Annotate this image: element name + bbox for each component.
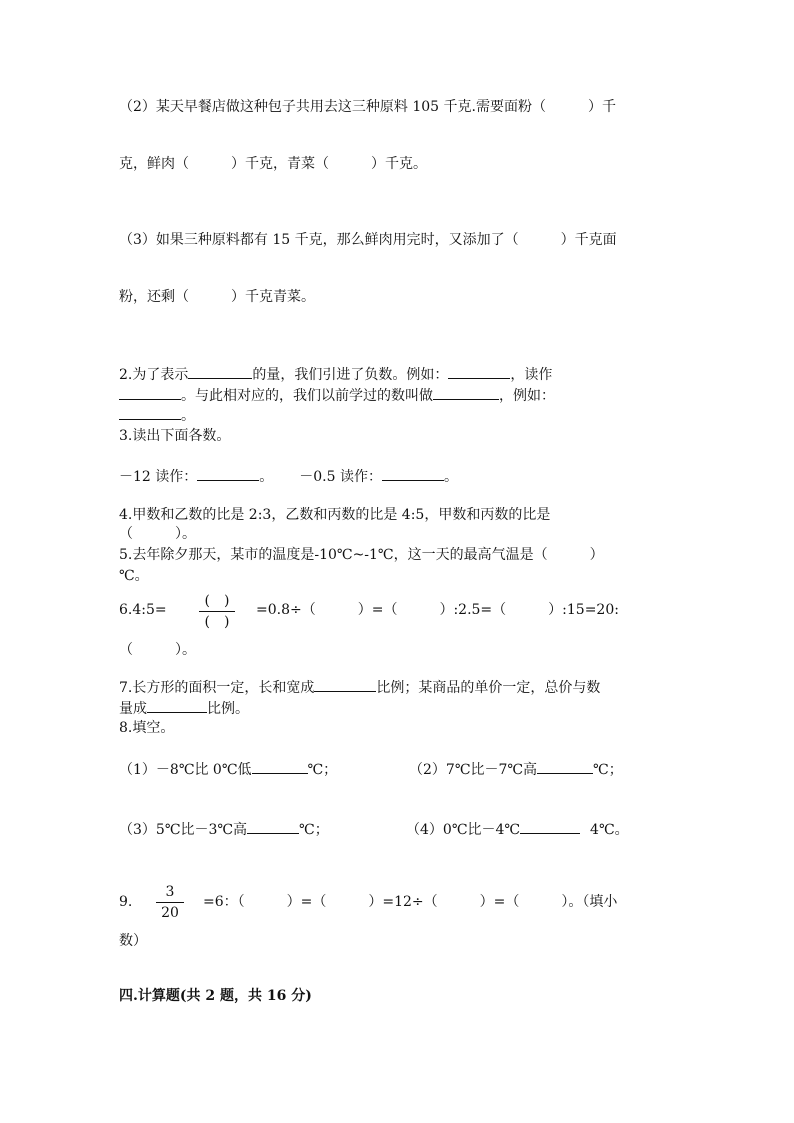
q8-item1-text: （1）－8℃比 0℃低	[119, 762, 252, 778]
q9-fraction	[156, 883, 184, 922]
q7-blank-2[interactable]	[147, 698, 207, 713]
q4-line1: 4.甲数和乙数的比是 2:3，乙数和丙数的比是 4:5，甲数和丙数的比是	[119, 507, 551, 523]
q6-frac-den: ( )	[204, 614, 230, 630]
q8-blank-1[interactable]	[252, 759, 308, 774]
q2-blank-4[interactable]	[433, 385, 499, 400]
q2-text-a: 2.为了表示	[119, 367, 189, 383]
q9-rest: =6：（ ）=（ ）=12÷（ ）=（ ）。（填小	[203, 894, 618, 910]
q3-blank-a[interactable]	[197, 466, 259, 481]
q7-blank-1[interactable]	[314, 677, 376, 692]
q5-line1: 5.去年除夕那天，某市的温度是-10℃~-1℃，这一天的最高气温是（ ）	[119, 547, 604, 563]
q9-line2: 数）	[119, 933, 147, 949]
q8-blank-4[interactable]	[520, 819, 580, 834]
q6-prefix: 6.4:5=	[119, 602, 167, 618]
q2-blank-5[interactable]	[119, 405, 181, 420]
q8-blank-3[interactable]	[247, 819, 299, 834]
q6-line2: （ ）。	[119, 642, 196, 658]
q2-text-f: 。	[181, 408, 195, 424]
q8-title: 8.填空。	[119, 720, 175, 736]
q8-item2-text: （2）7℃比－7℃高	[409, 762, 538, 778]
q2-line1	[119, 364, 552, 384]
q3-item-a-end: 。	[259, 469, 274, 485]
q2-line2	[119, 385, 555, 405]
q8-item2	[409, 759, 623, 779]
q7-text-d: 比例。	[207, 701, 249, 717]
q7-text-b: 比例；某商品的单价一定，总价与数	[376, 680, 601, 696]
q8-item3	[119, 819, 329, 839]
q8-item4-text: （4）0℃比－4℃	[406, 822, 521, 838]
q9-number: 9.	[119, 894, 133, 910]
q7-text-c: 量成	[119, 701, 147, 717]
q3-blank-b[interactable]	[382, 466, 444, 481]
q6-frac-num: ( )	[204, 593, 230, 609]
q9-frac-num: 3	[165, 884, 175, 900]
q2-text-c: ，读作	[510, 367, 553, 383]
q3-item-a: －12 读作：	[119, 469, 198, 485]
q8-item3-unit: ℃；	[299, 822, 329, 838]
q8-item1	[119, 759, 337, 779]
section4-title: 四.计算题(共 2 题，共 16 分)	[119, 988, 312, 1004]
q7-line1	[119, 677, 600, 697]
q9-frac-den: 20	[161, 905, 179, 921]
q8-item2-unit: ℃；	[593, 762, 623, 778]
q2-blank-3[interactable]	[119, 385, 181, 400]
q3-title: 3.读出下面各数。	[119, 428, 231, 444]
q8-item4	[406, 819, 629, 839]
q8-item3-text: （3）5℃比－3℃高	[119, 822, 248, 838]
q8-blank-2[interactable]	[537, 759, 593, 774]
q2-text-d: 。与此相对应的，我们以前学过的数叫做	[181, 388, 433, 404]
q7-text-a: 7.长方形的面积一定，长和宽成	[119, 680, 315, 696]
q3-items	[119, 466, 458, 486]
q9-frac-bar	[156, 902, 184, 903]
q1-part3-line1: （3）如果三种原料都有 15 千克，那么鲜肉用完时，又添加了（ ）千克面	[119, 232, 617, 248]
q1-part2-line1: （2）某天早餐店做这种包子共用去这三种原料 105 千克.需要面粉（ ）千	[119, 99, 616, 115]
q6-rest: =0.8÷（ ）=（ ）:2.5=（ ）:15=20:	[256, 602, 619, 618]
q1-part2-line2: 克，鲜肉（ ）千克，青菜（ ）千克。	[119, 156, 427, 172]
q3-item-b-end: 。	[443, 469, 458, 485]
q4-line2: （ ）。	[119, 526, 196, 542]
q8-item4-unit: 4℃。	[590, 822, 629, 838]
q2-text-b: 的量，我们引进了负数。例如：	[252, 367, 449, 383]
q2-blank-2[interactable]	[448, 364, 510, 379]
q7-line2	[119, 698, 249, 718]
q6-frac-bar	[199, 611, 235, 612]
q6-fraction	[199, 592, 235, 631]
q1-part3-line2: 粉，还剩（ ）千克青菜。	[119, 289, 315, 305]
q2-blank-1[interactable]	[188, 364, 252, 379]
q5-line2: ℃。	[119, 568, 149, 584]
q3-item-b: －0.5 读作：	[299, 469, 382, 485]
q2-line3	[119, 405, 195, 425]
q2-text-e: ，例如：	[499, 388, 555, 404]
q8-item1-unit: ℃；	[307, 762, 338, 778]
